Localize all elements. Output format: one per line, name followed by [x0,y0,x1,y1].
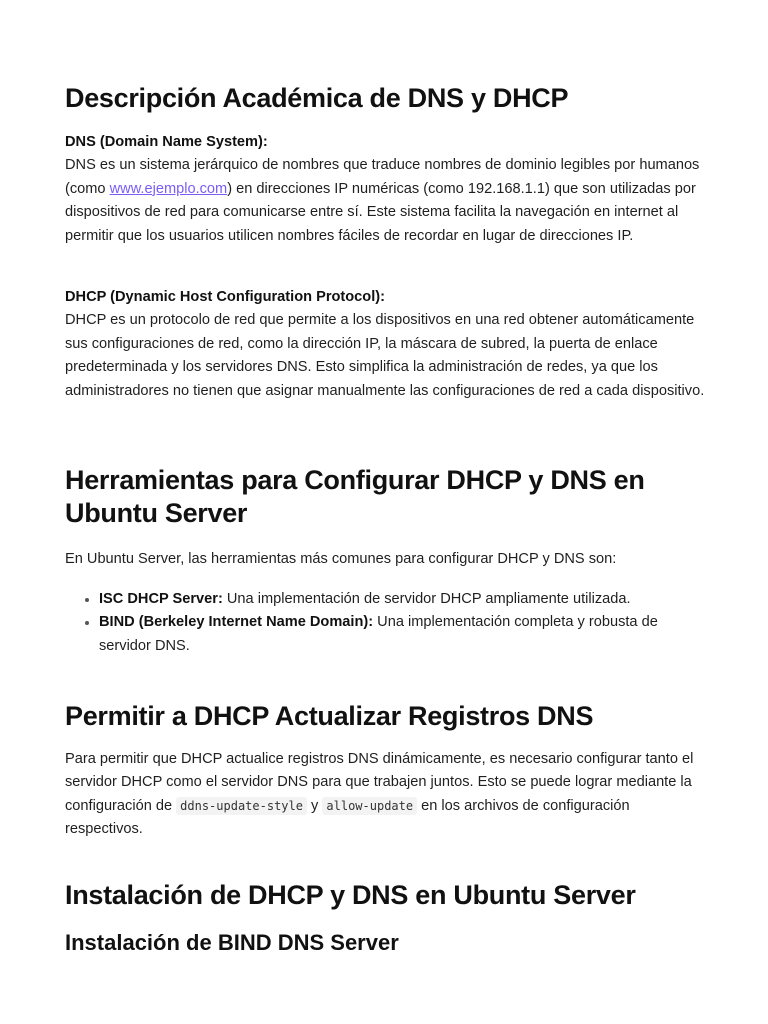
example-link[interactable]: www.ejemplo.com [109,180,228,197]
heading-permitir: Permitir a DHCP Actualizar Registros DNS [65,701,594,731]
dhcp-label: DHCP (Dynamic Host Configuration Protocol): [65,289,385,305]
list-item: ISC DHCP Server: Una implementación de servidor DHCP ampliamente utilizada. [99,588,705,611]
heading-bind: Instalación de BIND DNS Server [65,930,399,955]
tools-intro: En Ubuntu Server, las herramientas más comunes para configurar DHCP y DNS son: [65,551,617,567]
dns-label: DNS (Domain Name System): [65,134,268,150]
dns-paragraph: DNS es un sistema jerárquico de nombres que traduce nombres de dominio legibles por humanos (como www.ejemplo.com) en direcciones IP numéricas (como 192.168.1.1) que son utilizadas por dispositivos de red para comunicarse entre sí. Este sistema facilita la navegación en internet al permitir que los usuarios utilicen nombres fáciles de recordar en lugar de direcciones IP. [65,157,700,244]
code-ddns-update-style: ddns-update-style [176,797,307,815]
code-allow-update: allow-update [322,797,417,815]
dhcp-section [65,286,705,403]
list-item: BIND (Berkeley Internet Name Domain): Una implementación completa y robusta de servidor DNS. [99,611,705,658]
heading-herramientas: Herramientas para Configurar DHCP y DNS en Ubuntu Server [65,465,645,528]
heading-descripcion: Descripción Académica de DNS y DHCP [65,83,569,113]
heading-instalacion: Instalación de DHCP y DNS en Ubuntu Server [65,880,636,910]
tools-list [65,588,705,658]
allow-paragraph: Para permitir que DHCP actualice registros DNS dinámicamente, es necesario configurar tanto el servidor DHCP como el servidor DNS para que trabajen juntos. Esto se puede lograr mediante la configuración de ddns-update-style y allow-update en los archivos de configuración respectivos. [65,751,694,838]
dns-section [65,131,705,248]
dhcp-paragraph: DHCP es un protocolo de red que permite a los dispositivos en una red obtener automáticamente sus configuraciones de red, como la dirección IP, la máscara de subred, la puerta de enlace predeterminada y los servidores DNS. Esto simplifica la administración de redes, ya que los administradores no tienen que asignar manualmente las configuraciones de red a cada dispositivo. [65,312,705,399]
